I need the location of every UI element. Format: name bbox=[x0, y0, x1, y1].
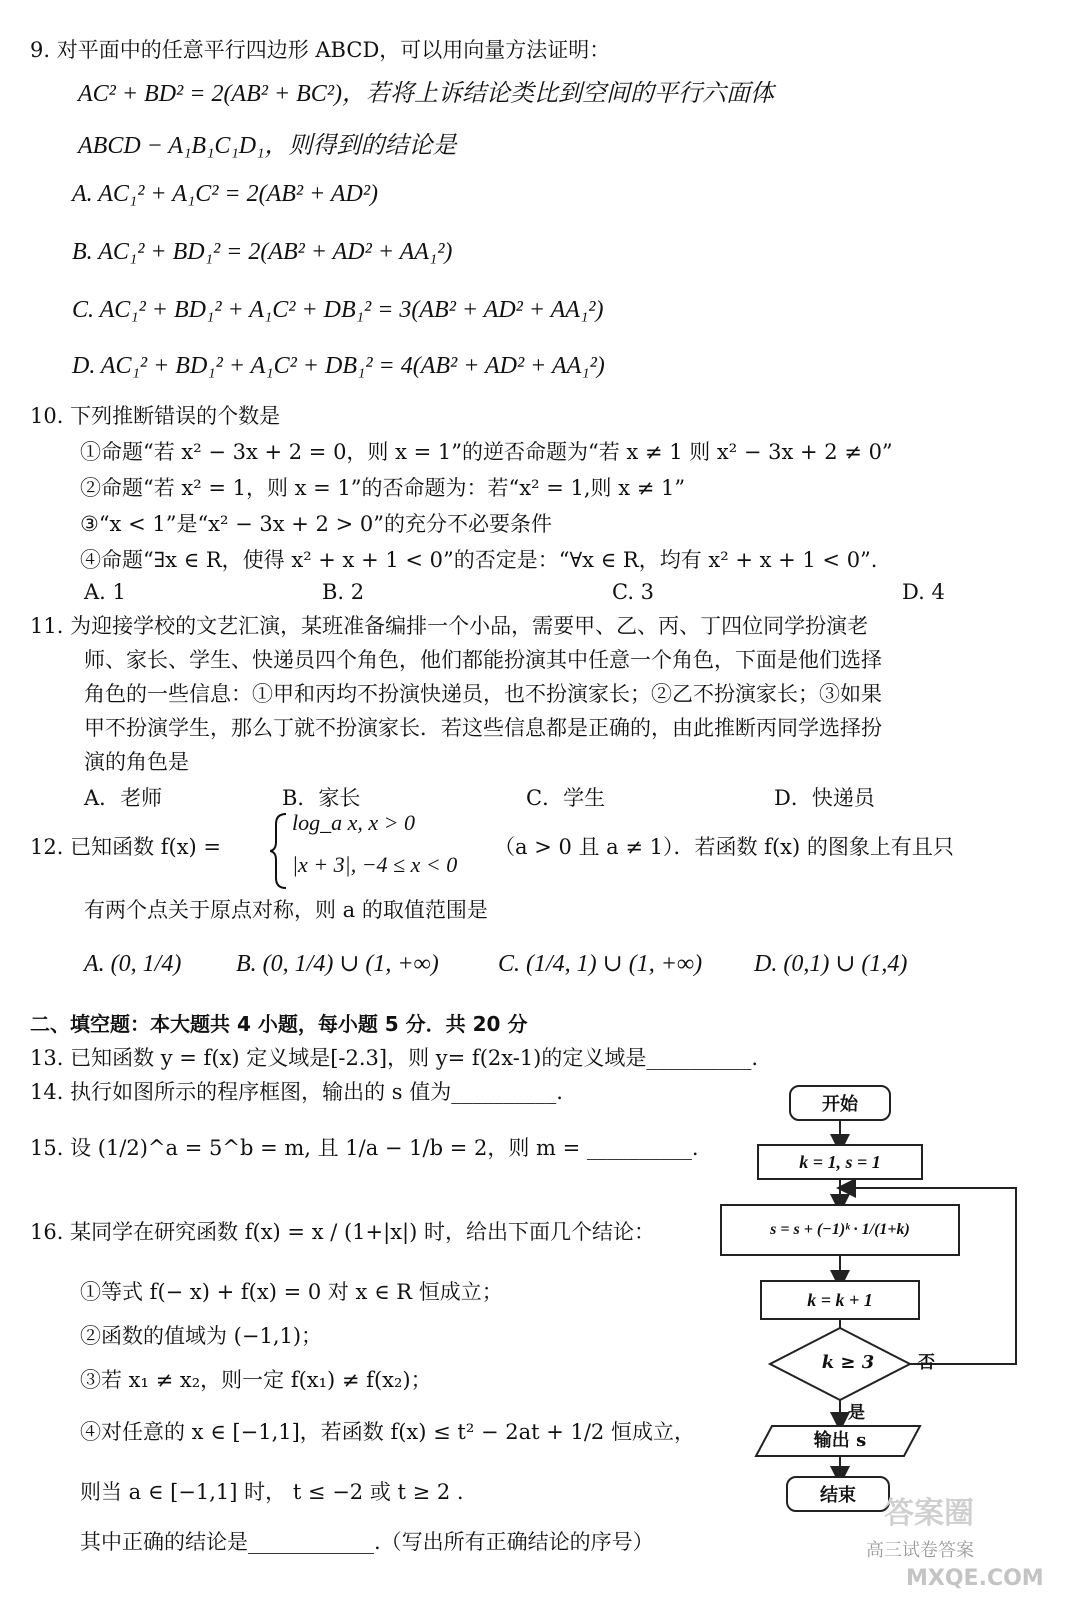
q11-option-d: D．快递员 bbox=[774, 786, 875, 810]
flowchart-init: k = 1, s = 1 bbox=[757, 1144, 923, 1180]
q11-line3: 角色的一些信息：①甲和丙均不扮演快递员，也不扮演家长；②乙不扮演家长；③如果 bbox=[84, 682, 882, 706]
q10-statement-4: ④命题“∃x ∈ R，使得 x² + x + 1 < 0”的否定是：“∀x ∈ R，均有 x² + x + 1 < 0”. bbox=[80, 548, 878, 572]
q9-option-b: B. AC₁² + BD₁² = 2(AB² + AD² + AA₁²) bbox=[72, 239, 453, 265]
q15-text: 15. 设 (1/2)^a = 5^b = m, 且 1/a − 1/b = 2，则 m = __________. bbox=[30, 1136, 699, 1160]
q11-line5: 演的角色是 bbox=[84, 750, 189, 774]
q12-case-1: log_a x, x > 0 bbox=[292, 810, 415, 835]
q9-option-c: C. AC₁² + BD₁² + A₁C² + DB₁² = 3(AB² + AD² + AA₁²) bbox=[72, 297, 604, 323]
q9-line3: ABCD − A₁B₁C₁D₁，则得到的结论是 bbox=[78, 133, 457, 159]
q16-statement-1: ①等式 f(− x) + f(x) = 0 对 x ∈ R 恒成立； bbox=[80, 1280, 503, 1304]
q9-line2: AC² + BD² = 2(AB² + BC²)，若将上诉结论类比到空间的平行六面体 bbox=[78, 81, 774, 107]
q11-line1: 11. 为迎接学校的文艺汇演，某班准备编排一个小品，需要甲、乙、丙、丁四位同学扮演老 bbox=[30, 614, 869, 638]
q12-tail: （a > 0 且 a ≠ 1）．若函数 f(x) 的图象上有且只 bbox=[494, 835, 954, 859]
q13-text: 13. 已知函数 y = f(x) 定义域是[-2.3]，则 y= f(2x-1)的定义域是__________. bbox=[30, 1046, 759, 1070]
q12-case-2: |x + 3|, −4 ≤ x < 0 bbox=[292, 852, 458, 877]
flowchart-start: 开始 bbox=[789, 1085, 891, 1121]
q11-line2: 师、家长、学生、快递员四个角色，他们都能扮演其中任意一个角色，下面是他们选择 bbox=[84, 648, 882, 672]
q12-option-b: B. (0, 1/4) ∪ (1, +∞) bbox=[236, 951, 439, 977]
q11-line4: 甲不扮演学生，那么丁就不扮演家长．若这些信息都是正确的，由此推断丙同学选择扮 bbox=[84, 716, 882, 740]
q16-statement-4: ④对任意的 x ∈ [−1,1]，若函数 f(x) ≤ t² − 2at + 1/2 恒成立， bbox=[80, 1420, 695, 1444]
q10-option-a: A. 1 bbox=[84, 580, 126, 604]
q16-statement-5: 则当 a ∈ [−1,1] 时， t ≤ −2 或 t ≥ 2 . bbox=[80, 1480, 464, 1504]
q12-number: 12. 已知函数 f(x) = bbox=[30, 835, 222, 859]
q10-line1: 10. 下列推断错误的个数是 bbox=[30, 404, 281, 428]
q10-option-d: D. 4 bbox=[902, 580, 945, 604]
flowchart-increment: k = k + 1 bbox=[760, 1280, 920, 1320]
q9-option-d: D. AC₁² + BD₁² + A₁C² + DB₁² = 4(AB² + AD² + AA₁²) bbox=[72, 353, 605, 379]
flowchart-condition: k ≥ 3 bbox=[821, 1352, 875, 1373]
watermark-site: MXQE.COM bbox=[906, 1566, 1044, 1591]
q12-line2: 有两个点关于原点对称，则 a 的取值范围是 bbox=[84, 898, 488, 922]
q16-answer-line: 其中正确的结论是____________.（写出所有正确结论的序号） bbox=[80, 1530, 654, 1554]
q9-option-a: A. AC₁² + A₁C² = 2(AB² + AD²) bbox=[72, 181, 379, 207]
flowchart-no-label: 否 bbox=[918, 1353, 935, 1373]
flowchart-end: 结束 bbox=[786, 1476, 890, 1512]
section-2-heading: 二、填空题：本大题共 4 小题，每小题 5 分．共 20 分 bbox=[30, 1012, 528, 1036]
q10-option-c: C. 3 bbox=[612, 580, 655, 604]
q12-option-a: A. (0, 1/4) bbox=[84, 951, 182, 977]
q11-option-c: C．学生 bbox=[526, 786, 606, 810]
q11-option-a: A．老师 bbox=[84, 786, 163, 810]
q10-statement-2: ②命题“若 x² = 1，则 x = 1”的否命题为：若“x² = 1,则 x ≠ 1” bbox=[80, 476, 686, 500]
watermark-caption: 高三试卷答案 bbox=[866, 1540, 974, 1561]
q10-option-b: B. 2 bbox=[322, 580, 365, 604]
q11-option-b: B．家长 bbox=[282, 786, 361, 810]
watermark-logo-text: 答案圈 bbox=[884, 1496, 974, 1531]
q16-statement-2: ②函数的值域为 (−1,1)； bbox=[80, 1324, 323, 1348]
flowchart-output: 输出 s bbox=[813, 1430, 867, 1451]
q10-statement-1: ①命题“若 x² − 3x + 2 = 0，则 x = 1”的逆否命题为“若 x ≠ 1 则 x² − 3x + 2 ≠ 0” bbox=[80, 440, 893, 464]
q10-statement-3: ③“x < 1”是“x² − 3x + 2 > 0”的充分不必要条件 bbox=[80, 512, 552, 536]
flowchart-update: s = s + (−1)ᵏ · 1/(1+k) bbox=[720, 1204, 960, 1256]
q16-line1: 16. 某同学在研究函数 f(x) = x / (1+|x|) 时，给出下面几个结论： bbox=[30, 1220, 655, 1244]
q14-text: 14. 执行如图所示的程序框图，输出的 s 值为__________. bbox=[30, 1080, 563, 1104]
flowchart-yes-label: 是 bbox=[848, 1403, 865, 1423]
q9-line1: 9. 对平面中的任意平行四边形 ABCD，可以用向量方法证明： bbox=[30, 38, 611, 62]
q16-statement-3: ③若 x₁ ≠ x₂，则一定 f(x₁) ≠ f(x₂)； bbox=[80, 1368, 432, 1392]
q12-option-c: C. (1/4, 1) ∪ (1, +∞) bbox=[498, 951, 703, 977]
q12-brace bbox=[270, 812, 290, 890]
q12-option-d: D. (0,1) ∪ (1,4) bbox=[754, 951, 908, 977]
